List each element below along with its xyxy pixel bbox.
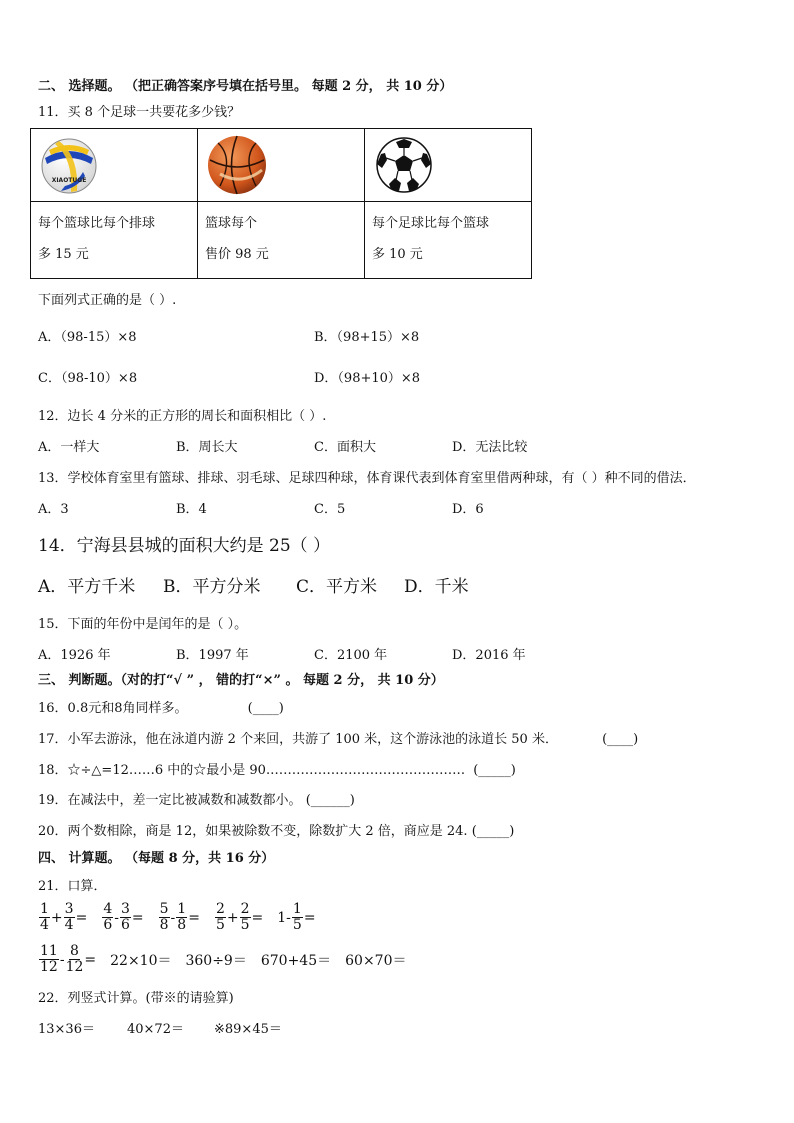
q21-row-1: [38, 902, 316, 933]
q19: [38, 792, 355, 810]
volleyball-cell: [31, 129, 198, 202]
soccer-ball-cell: [365, 129, 532, 202]
q14-option-d: D．千米: [404, 577, 469, 597]
volleyball-icon: [39, 136, 99, 196]
q19-answer-blank[interactable]: (______): [305, 793, 355, 808]
q18-answer-blank[interactable]: (_____): [473, 763, 516, 778]
expr-10: 60×70＝: [345, 952, 407, 969]
q22-item-2: 40×72＝: [127, 1022, 184, 1037]
basketball-price-text: 篮球每个 售价 98 元: [198, 202, 365, 279]
q13-option-c: C．5: [314, 502, 346, 517]
q11-stem: 11．买 8 个足球一共要花多少钱？: [38, 105, 241, 120]
q13-option-d: D．6: [452, 502, 484, 517]
soccer-ball-price-text: 每个足球比每个篮球 多 10 元: [365, 202, 532, 279]
q15-option-b: B．1997 年: [176, 648, 249, 663]
expr-1: $\frac{1}{4}$ + $\frac{3}{4}$ =: [40, 901, 88, 933]
q13-option-b: B．4: [176, 502, 207, 517]
q15-option-c: C．2100 年: [314, 648, 388, 663]
q14-option-c: C．平方米: [296, 577, 378, 597]
q16: [38, 700, 284, 718]
q14-option-a: A．平方千米: [38, 577, 136, 597]
q14-stem: 14．宁海县县城的面积大约是 25（ ）: [38, 536, 331, 556]
basketball-cell: [198, 129, 365, 202]
q11-ask: 下面列式正确的是（ ）.: [38, 293, 177, 308]
basketball-icon: [206, 134, 268, 196]
q20-answer-blank[interactable]: (_____): [471, 824, 515, 839]
expr-9: 670+45＝: [260, 952, 332, 969]
q15-stem: 15．下面的年份中是闰年的是（ ）。: [38, 617, 248, 632]
q20-stem: 20．两个数相除，商是 12，如果被除数不变，除数扩大 2 倍，商应是 24.: [38, 824, 468, 839]
q20: [38, 823, 514, 841]
expr-8: 360÷9＝: [185, 952, 247, 969]
q11-option-a: A．（98-15）×8: [38, 330, 137, 345]
q17: [38, 731, 638, 749]
q22-item-1: 13×36＝: [38, 1022, 95, 1037]
q18-stem: 18．☆÷△=12……6 中的☆最小是 90.………………………………………: [38, 763, 466, 778]
q12-stem: 12．边长 4 分米的正方形的周长和面积相比（ ）.: [38, 409, 327, 424]
q13-stem: 13．学校体育室里有篮球、排球、羽毛球、足球四种球，体育课代表到体育室里借两种球，有（ ）种不同的借法．: [38, 471, 696, 486]
q19-stem: 19．在减法中，差一定比被减数和减数都小。: [38, 793, 302, 808]
section-2-title: 二、 选择题。 （把正确答案序号填在括号里。 每题 2 分， 共 10 分）: [38, 79, 453, 94]
q15-option-d: D．2016 年: [452, 648, 526, 663]
expr-6: $\frac{11}{12}$ - $\frac{8}{12}$ =: [40, 943, 97, 975]
volleyball-price-text: 每个篮球比每个排球 多 15 元: [31, 202, 198, 279]
q15-option-a: A．1926 年: [38, 648, 111, 663]
q17-stem: 17．小军去游泳，他在泳道内游 2 个来回，共游了 100 米，这个游泳池的泳道长 50 米．: [38, 732, 558, 747]
q11-option-b: B．（98+15）×8: [314, 330, 420, 345]
section-3-title: 三、 判断题。（对的打“√ ” ， 错的打“×” 。 每题 2 分， 共 10 分）: [38, 673, 444, 688]
q12-option-c: C．面积大: [314, 440, 376, 455]
q12-option-b: B．周长大: [176, 440, 238, 455]
q16-answer-blank[interactable]: (____): [247, 701, 284, 716]
q13-option-a: A．3: [38, 502, 69, 517]
q16-stem: 16．0.8元和8角同样多。: [38, 701, 188, 716]
expr-7: 22×10＝: [110, 952, 172, 969]
soccer-ball-icon: [375, 136, 433, 194]
section-4-title: 四、 计算题。 （每题 8 分，共 16 分）: [38, 851, 275, 866]
volleyball-brand: XIAOTUGE: [51, 177, 87, 184]
q12-option-d: D．无法比较: [452, 440, 528, 455]
q22-item-3: ※89×45＝: [214, 1022, 282, 1037]
q11-option-d: D．（98+10）×8: [314, 371, 421, 386]
q21-stem: 21．口算．: [38, 879, 107, 894]
q21-row-2: [38, 944, 406, 975]
expr-5: 1 - $\frac{1}{5}$ =: [277, 901, 316, 933]
q17-answer-blank[interactable]: (____): [602, 732, 639, 747]
q11-price-table: [30, 128, 532, 279]
q11-option-c: C．（98-10）×8: [38, 371, 138, 386]
expr-2: $\frac{4}{6}$ - $\frac{3}{6}$ =: [103, 901, 144, 933]
q18: [38, 762, 516, 780]
expr-3: $\frac{5}{8}$ - $\frac{1}{8}$ =: [159, 901, 200, 933]
expr-4: $\frac{2}{5}$ + $\frac{2}{5}$ =: [215, 901, 264, 933]
q22-stem: 22．列竖式计算。(带※的请验算): [38, 991, 234, 1006]
q12-option-a: A．一样大: [38, 440, 100, 455]
q14-option-b: B．平方分米: [163, 577, 261, 597]
